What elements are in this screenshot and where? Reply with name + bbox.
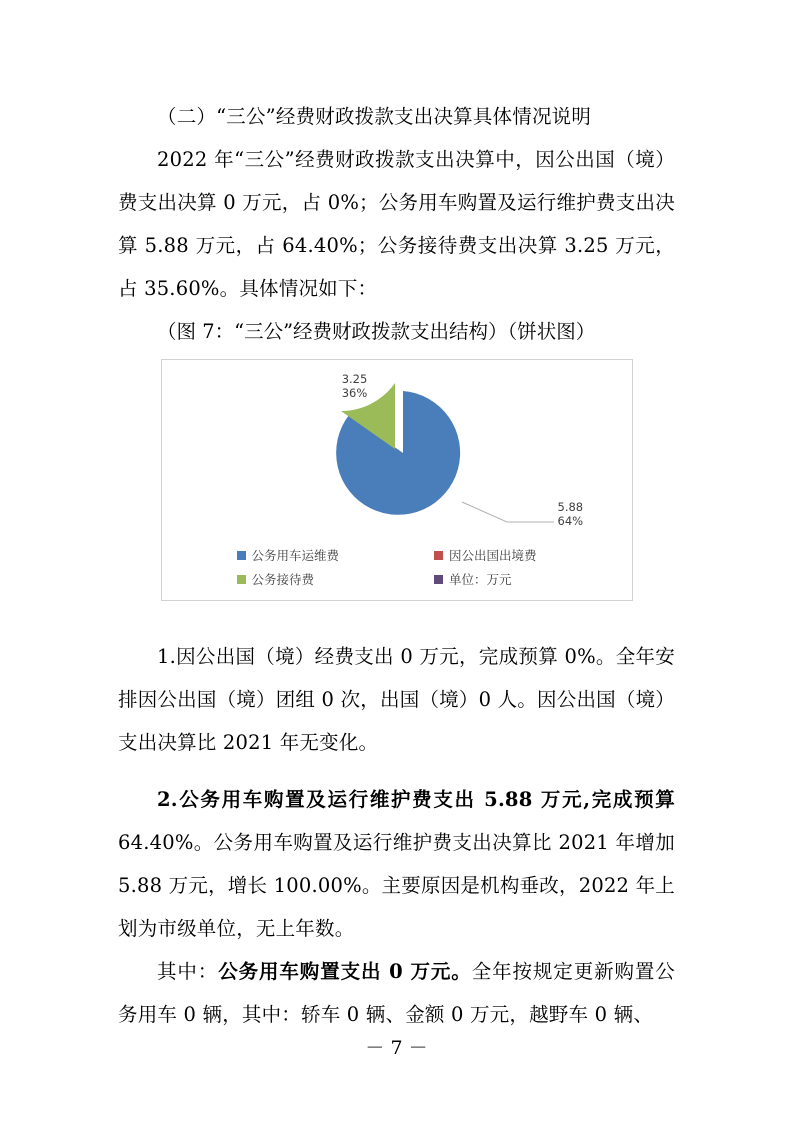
paragraph-2-rest: 64.40%。公务用车购置及运行维护费支出决算比 2021 年增加 5.88 万元，增长 100.00%。主要原因是机构垂改，2022 年上划为市级单位，无上年数。 [118, 831, 675, 940]
pie-label-green-percent: 36% [341, 386, 368, 400]
legend-item-0 [237, 546, 435, 564]
legend-label: 公务用车运维费 [251, 548, 340, 563]
legend-item-2 [237, 570, 435, 588]
page-number: － 7 － [365, 1037, 428, 1059]
pie-label-blue-value: 5.88 [557, 500, 584, 514]
pie-label-blue [558, 500, 618, 528]
figure-caption: （图 7：“三公”经费财政拨款支出结构）（饼状图） [157, 320, 596, 343]
paragraph-2-bold: 2.公务用车购置及运行维护费支出 5.88 万元,完成预算 [157, 788, 675, 811]
paragraph-intro: 2022 年“三公”经费财政拨款支出决算中，因公出国（境）费支出决算 0 万元，占 0%；公务用车购置及运行维护费支出决算 5.88 万元，占 64.40%；公务接待费支出决算 3.25 万元，占 35.60%。具体情况如下： [118, 148, 675, 300]
legend-label: 单位：万元 [449, 572, 512, 587]
paragraph-3 [118, 950, 675, 1036]
legend-label: 公务接待费 [251, 572, 315, 587]
pie-label-green-value: 3.25 [341, 372, 368, 386]
paragraph-3-bold: 公务用车购置支出 0 万元。 [218, 960, 472, 983]
chart-legend [162, 546, 632, 588]
legend-label: 因公出国出境费 [449, 548, 537, 563]
pie-label-green [320, 372, 390, 400]
spacer [118, 764, 675, 778]
paragraph-1: 1.因公出国（境）经费支出 0 万元，完成预算 0%。全年安排因公出国（境）团组 0 次，出国（境）0 人。因公出国（境）支出决算比 2021 年无变化。 [118, 645, 675, 754]
section-heading: （二）“三公”经费财政拨款支出决算具体情况说明 [157, 105, 592, 128]
legend-swatch-icon [237, 575, 246, 584]
legend-item-1 [434, 546, 632, 564]
legend-swatch-icon [434, 551, 443, 560]
paragraph-3-rest: 全年按规定更新购置公务用车 0 辆，其中：轿车 0 辆、金额 0 万元，越野车 0 辆、 [118, 960, 675, 1026]
paragraph-3-prefix: 其中： [157, 960, 219, 983]
pie-chart [161, 359, 633, 601]
pie-label-blue-percent: 64% [557, 514, 584, 528]
paragraph-2 [118, 778, 675, 950]
legend-swatch-icon [237, 551, 246, 560]
legend-item-3 [434, 570, 632, 588]
legend-swatch-icon [434, 575, 443, 584]
spacer [118, 601, 675, 635]
